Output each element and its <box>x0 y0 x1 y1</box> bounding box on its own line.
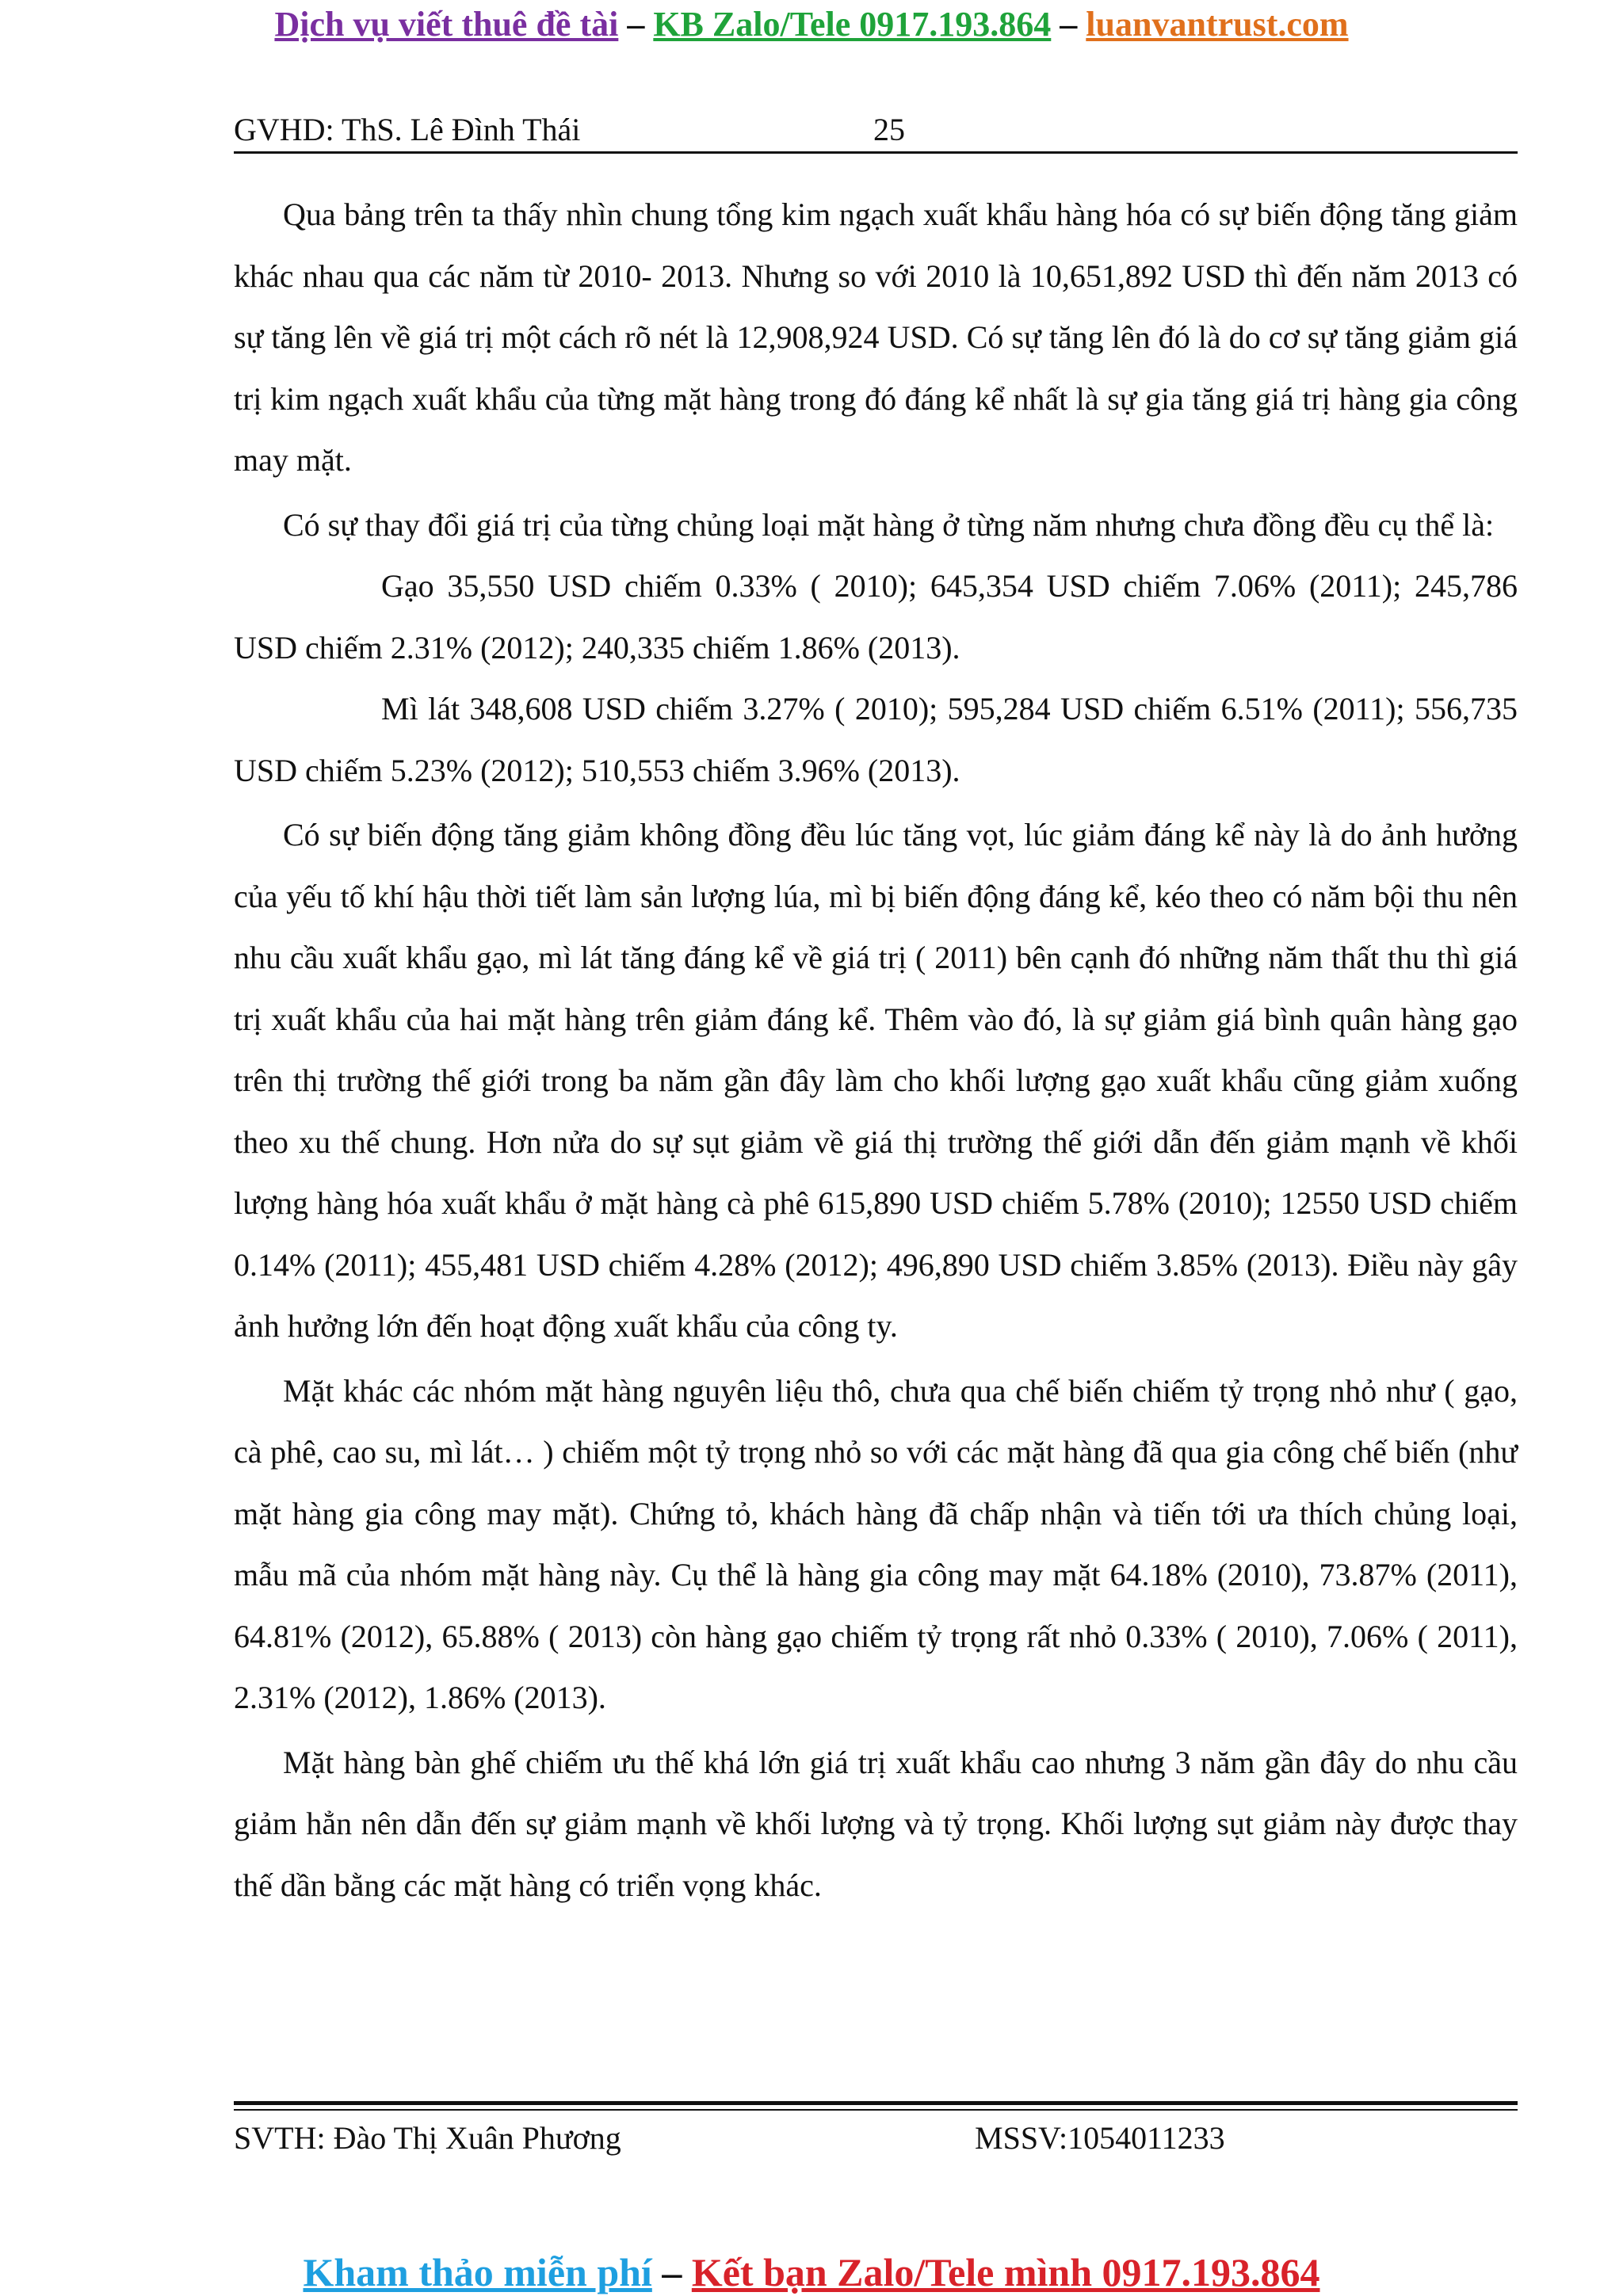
paragraph: Có sự biến động tăng giảm không đồng đều lúc tăng vọt, lúc giảm đáng kể này là do ảnh hưởng của yếu tố khí hậu thời tiết làm sản lượng lúa, mì bị biến động đáng kể, kéo theo có năm bội thu nên nhu cầu xuất khẩu gạo, mì lát tăng đáng kể về giá trị ( 2011) bên cạnh đó những năm thất thu thì giá trị xuất khẩu của hai mặt hàng trên giảm đáng kể. Thêm vào đó, là sự giảm giá bình quân hàng gạo trên thị trường thế giới trong ba năm gần đây làm cho khối lượng gạo xuất khẩu cũng giảm xuống theo xu thế chung. Hơn nửa do sự sụt giảm về giá thị trường thế giới dẫn đến giảm mạnh về khối lượng hàng hóa xuất khẩu ở mặt hàng cà phê 615,890 USD chiếm 5.78% (2010); 12550 USD chiếm 0.14% (2011); 455,481 USD chiếm 4.28% (2012); 496,890 USD chiếm 3.85% (2013). Điều này gây ảnh hưởng lớn đến hoạt động xuất khẩu của công ty. <box>234 817 1518 1344</box>
bottom-banner <box>0 2248 1623 2296</box>
paragraph: Có sự thay đổi giá trị của từng chủng loại mặt hàng ở từng năm nhưng chưa đồng đều cụ thể là: <box>283 506 1495 543</box>
footer-divider-thick <box>234 2101 1518 2105</box>
contact-link[interactable]: Kết bạn Zalo/Tele mình 0917.193.864 <box>691 2250 1320 2294</box>
top-banner <box>0 0 1623 49</box>
free-reference-link[interactable]: Kham thảo miễn phí <box>303 2250 652 2294</box>
page-header <box>234 108 1518 152</box>
banner-separator: – <box>651 2250 692 2294</box>
service-link[interactable]: Dịch vụ viết thuê đề tài <box>274 5 619 44</box>
student-name: SVTH: Đào Thị Xuân Phương <box>234 2120 621 2156</box>
advisor-name: GVHD: ThS. Lê Đình Thái <box>234 112 581 147</box>
banner-separator: – <box>1051 5 1086 44</box>
paragraph: Mặt khác các nhóm mặt hàng nguyên liệu thô, chưa qua chế biến chiếm tỷ trọng nhỏ như ( gạo, cà phê, cao su, mì lát… ) chiếm một tỷ trọng nhỏ so với các mặt hàng đã qua gia công chế biến (như mặt hàng gia công may mặt). Chứng tỏ, khách hàng đã chấp nhận và tiến tới ưa thích chủng loại, mẫu mã của nhóm mặt hàng này. Cụ thể là hàng gia công may mặt 64.18% (2010), 73.87% (2011), 64.81% (2012), 65.88% ( 2013) còn hàng gạo chiếm tỷ trọng rất nhỏ 0.33% ( 2010), 7.06% ( 2011), 2.31% (2012), 1.86% (2013). <box>234 1372 1518 1715</box>
paragraph: Mặt hàng bàn ghế chiếm ưu thế khá lớn giá trị xuất khẩu cao nhưng 3 năm gần đây do nhu cầu giảm hẳn nên dẫn đến sự giảm mạnh về khối lượng và tỷ trọng. Khối lượng sụt giảm này được thay thế dần bằng các mặt hàng có triển vọng khác. <box>234 1744 1518 1903</box>
document-body <box>234 184 1518 1916</box>
website-link[interactable]: luanvantrust.com <box>1086 5 1349 44</box>
paragraph: Qua bảng trên ta thấy nhìn chung tổng kim ngạch xuất khẩu hàng hóa có sự biến động tăng giảm khác nhau qua các năm từ 2010- 2013. Nhưng so với 2010 là 10,651,892 USD thì đến năm 2013 có sự tăng lên về giá trị một cách rõ nét là 12,908,924 USD. Có sự tăng lên đó là do cơ sự tăng giảm giá trị kim ngạch xuất khẩu của từng mặt hàng trong đó đáng kể nhất là sự gia tăng giá trị hàng gia công may mặt. <box>234 196 1518 478</box>
paragraph: Mì lát 348,608 USD chiếm 3.27% ( 2010); 595,284 USD chiếm 6.51% (2011); 556,735 USD chiếm 5.23% (2012); 510,553 chiếm 3.96% (2013). <box>234 691 1518 788</box>
header-divider <box>234 151 1518 154</box>
page-number: 25 <box>873 112 905 147</box>
footer-divider-thin <box>234 2109 1518 2111</box>
banner-separator: – <box>618 5 654 44</box>
paragraph: Gạo 35,550 USD chiếm 0.33% ( 2010); 645,354 USD chiếm 7.06% (2011); 245,786 USD chiếm 2.31% (2012); 240,335 chiếm 1.86% (2013). <box>234 568 1518 666</box>
student-id: MSSV:1054011233 <box>975 2120 1225 2156</box>
contact-link[interactable]: KB Zalo/Tele 0917.193.864 <box>653 5 1052 44</box>
